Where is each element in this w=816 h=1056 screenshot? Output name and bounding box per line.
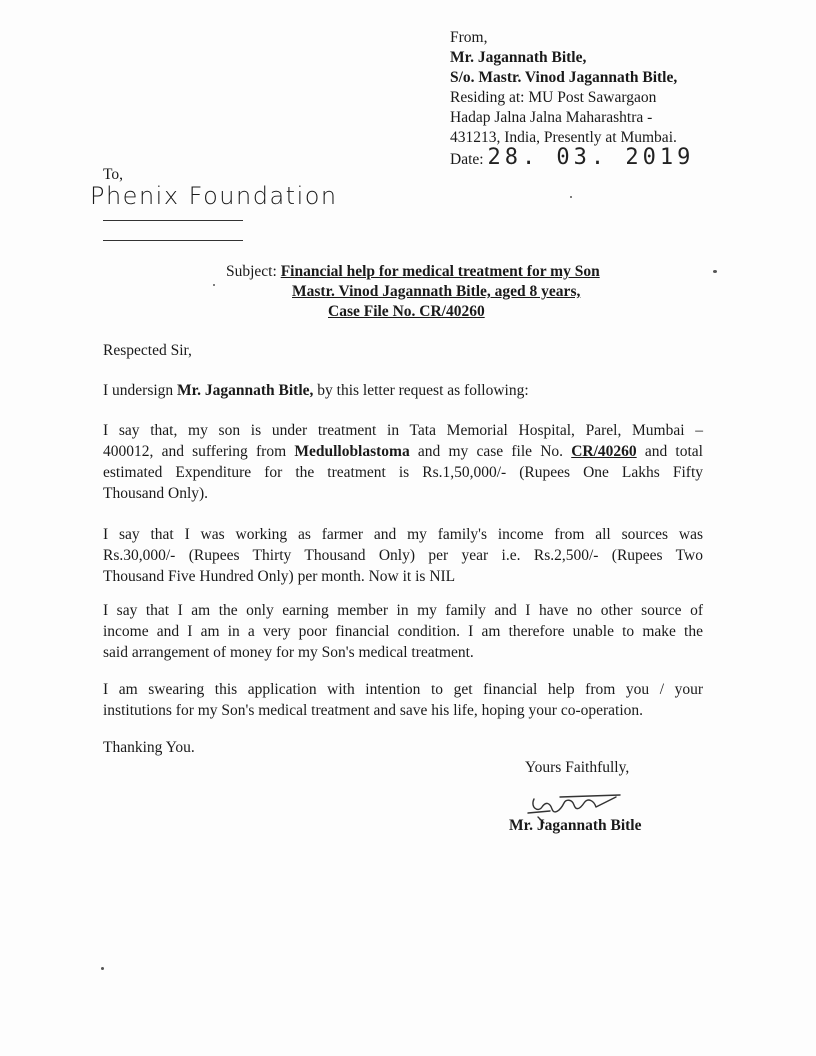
sender-block bbox=[450, 28, 694, 170]
para4-row-2: institutions for my Son's medical treatment and save his life, hoping your co-operation. bbox=[103, 702, 644, 719]
scan-speck bbox=[713, 270, 717, 273]
subject-label: Subject: bbox=[226, 263, 277, 280]
recipient-handwritten: Phenix Foundation bbox=[90, 182, 338, 210]
subject-line-3 bbox=[328, 302, 485, 322]
to-label: To, bbox=[103, 166, 124, 183]
sender-name: Mr. Jagannath Bitle, bbox=[450, 49, 587, 66]
subject-text-3: Case File No. CR/40260 bbox=[328, 303, 485, 320]
para3-row-3: said arrangement of money for my Son's medical treatment. bbox=[103, 644, 474, 661]
from-label: From, bbox=[450, 29, 488, 46]
para2-row-1: I say that I was working as farmer and my family's income from all sources was bbox=[103, 526, 703, 543]
intro-name: Mr. Jagannath Bitle, bbox=[177, 382, 314, 399]
para1-row-2: 400012, and suffering from Medulloblastoma and my case file No. CR/40260 and total bbox=[103, 443, 703, 460]
paragraph-treatment bbox=[103, 420, 703, 504]
yours-faithfully: Yours Faithfully, bbox=[525, 759, 630, 776]
para1-row-4: Thousand Only). bbox=[103, 485, 209, 502]
para3-row-2: income and I am in a very poor financial condition. I am therefore unable to make the bbox=[103, 623, 703, 640]
sender-address-line-1: Residing at: MU Post Sawargaon bbox=[450, 89, 657, 106]
date-line bbox=[450, 145, 695, 170]
date-label: Date: bbox=[450, 151, 484, 168]
salutation: Respected Sir, bbox=[103, 342, 192, 359]
signer-name: Mr. Jagannath Bitle bbox=[509, 817, 642, 834]
para2-row-2: Rs.30,000/- (Rupees Thirty Thousand Only) per year i.e. Rs.2,500/- (Rupees Two bbox=[103, 547, 703, 564]
scan-speck bbox=[213, 284, 215, 286]
para1-row-1: I say that, my son is under treatment in Tata Memorial Hospital, Parel, Mumbai – bbox=[103, 422, 703, 439]
subject-line-2 bbox=[292, 282, 580, 302]
intro-post: by this letter request as following: bbox=[313, 382, 529, 399]
scan-speck bbox=[101, 967, 104, 970]
sender-address-line-2: Hadap Jalna Jalna Maharashtra - bbox=[450, 109, 653, 126]
para3-row-1: I say that I am the only earning member in my family and I have no other source of bbox=[103, 602, 703, 619]
paragraph-condition bbox=[103, 600, 703, 663]
subject-line-1 bbox=[226, 262, 600, 282]
intro-paragraph bbox=[103, 381, 529, 401]
intro-pre: I undersign bbox=[103, 382, 178, 399]
blank-address-line-2 bbox=[103, 240, 243, 241]
subject-text-1: Financial help for medical treatment for my Son bbox=[280, 263, 600, 280]
subject-text-2: Mastr. Vinod Jagannath Bitle, aged 8 years, bbox=[292, 283, 581, 300]
sender-parent: S/o. Mastr. Vinod Jagannath Bitle, bbox=[450, 69, 678, 86]
date-handwritten: 28. 03. 2019 bbox=[487, 145, 695, 170]
thanking-line: Thanking You. bbox=[103, 739, 195, 756]
paragraph-income bbox=[103, 524, 703, 587]
blank-address-line-1 bbox=[103, 220, 243, 221]
para1-row-3: estimated Expenditure for the treatment is Rs.1,50,000/- (Rupees One Lakhs Fifty bbox=[103, 464, 703, 481]
sender-address-line-3: 431213, India, Presently at Mumbai. bbox=[450, 129, 677, 146]
para2-row-3: Thousand Five Hundred Only) per month. Now it is NIL bbox=[103, 568, 456, 585]
scan-speck bbox=[570, 196, 572, 198]
paragraph-request bbox=[103, 679, 703, 721]
para4-row-1: I am swearing this application with intention to get financial help from you / your bbox=[103, 681, 703, 698]
